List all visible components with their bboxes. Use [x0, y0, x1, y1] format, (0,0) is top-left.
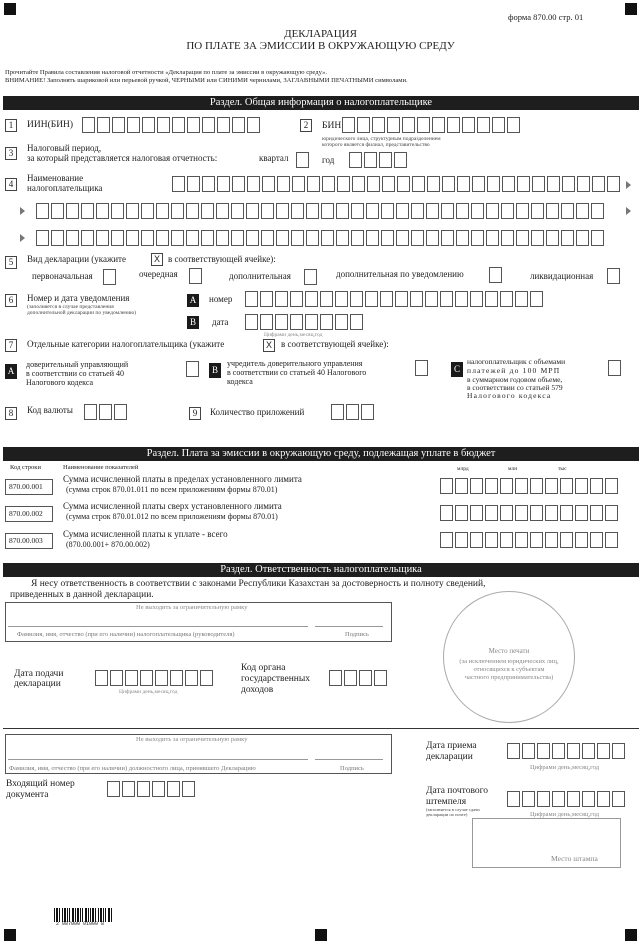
- type-additional-checkbox[interactable]: [304, 269, 317, 285]
- corner-mark-tl: [4, 3, 16, 15]
- incoming-number-label1: Входящий номер: [6, 779, 75, 789]
- seal-place-note2: относящихся к субъектам: [473, 666, 545, 673]
- cat-b-line2: в соответствии со статьей 40 Налогового: [227, 368, 367, 377]
- receipt-date-input[interactable]: [507, 743, 625, 759]
- field5-x-mark: X: [151, 253, 163, 266]
- type-initial-label: первоначальная: [32, 271, 93, 281]
- taxpayer-name-row1[interactable]: [172, 176, 620, 192]
- type-additional-label: дополнительная: [229, 271, 291, 281]
- taxpayer-name-row3[interactable]: [36, 230, 604, 246]
- cat-b-checkbox[interactable]: [415, 360, 428, 376]
- responsibility-text2: приведенных в данной декларации.: [10, 590, 154, 600]
- cat-c-line3: в суммарном годовом объеме,: [467, 375, 563, 384]
- receipt-date-label2: декларации: [426, 752, 473, 762]
- field8-label: Код валюты: [27, 405, 73, 415]
- field9-number: 9: [189, 407, 201, 420]
- field8-number: 8: [5, 407, 17, 420]
- quarter-input[interactable]: [296, 152, 309, 168]
- officer-sign-label: Подпись: [340, 765, 364, 772]
- continue-arrow-left-icon: [20, 234, 25, 242]
- field2-label: БИН: [322, 121, 342, 131]
- type-regular-checkbox[interactable]: [189, 268, 202, 284]
- continue-arrow-right-icon: [626, 207, 631, 215]
- currency-code-input[interactable]: [84, 404, 127, 420]
- quarter-label: квартал: [259, 153, 289, 163]
- corner-mark-bm: [315, 929, 327, 941]
- year-input[interactable]: [349, 152, 407, 168]
- doc-title-line2: ПО ПЛАТЕ ЗА ЭМИССИИ В ОКРУЖАЮЩУЮ СРЕДУ: [186, 40, 455, 52]
- continue-arrow-left-icon: [20, 207, 25, 215]
- row1-name-line2: (сумма строк 870.01.011 по всем приложениям формы 870.01): [66, 485, 278, 494]
- type-regular-label: очередная: [139, 269, 178, 279]
- cat-b-line3: кодекса: [227, 377, 253, 386]
- field4-number: 4: [5, 178, 17, 191]
- row1-code: 870.00.001: [9, 482, 43, 491]
- type-liquidation-checkbox[interactable]: [607, 268, 620, 284]
- officer-fio-line: [8, 759, 308, 760]
- row3-name-line1: Сумма исчисленной платы к уплате - всего: [63, 529, 228, 539]
- row2-amount-input[interactable]: [440, 505, 618, 521]
- field1-number: 1: [5, 119, 17, 132]
- seal-place-note1: (за исключением юридических лиц,: [459, 658, 559, 665]
- field4-label2: налогоплательщика: [27, 183, 103, 193]
- instruction-line2: ВНИМАНИЕ! Заполнять шариковой или перьевой ручкой, ЧЕРНЫМИ или СИНИМИ чернилами, ЗАГЛАВНЫМИ ПЕЧАТНЫМИ символами.: [5, 77, 408, 84]
- field4-label1: Наименование: [27, 173, 84, 183]
- submit-date-label1: Дата подачи: [14, 669, 64, 679]
- cat-c-line4: в соответствии со статьей 579: [467, 383, 563, 392]
- taxpayer-fio-hint: Не выходить за ограничительную рамку: [136, 604, 248, 611]
- receipt-date-label1: Дата приема: [426, 741, 477, 751]
- row2-name-line2: (сумма строк 870.01.012 по всем приложениям формы 870.01): [66, 512, 278, 521]
- officer-fio-label: Фамилия, имя, отчество (при его наличии) должностного лица, принявшего Декларацию: [9, 765, 256, 772]
- stamp-place-box: [472, 818, 621, 868]
- seal-place-title: Место печати: [488, 647, 530, 655]
- taxpayer-sign-line: [315, 626, 383, 627]
- field2-number: 2: [300, 119, 312, 132]
- incoming-number-input[interactable]: [107, 781, 195, 797]
- field6-a-marker: A: [187, 294, 199, 307]
- org-code-label3: доходов: [241, 685, 274, 695]
- cat-a-marker: A: [5, 364, 17, 379]
- taxpayer-sign-label: Подпись: [345, 631, 369, 638]
- row1-name-line1: Сумма исчисленной платы в пределах установленного лимита: [63, 474, 302, 484]
- bin-parent-input[interactable]: [342, 117, 520, 133]
- unit-thousand: тыс: [558, 466, 567, 472]
- field3-number: 3: [5, 147, 17, 160]
- cat-a-line1: доверительный управляющий: [26, 360, 129, 369]
- receipt-date-hint: Цифрами день,месяц,год: [530, 764, 600, 771]
- cat-a-checkbox[interactable]: [186, 361, 199, 377]
- submit-date-label2: декларации: [14, 679, 61, 689]
- postmark-date-label1: Дата почтового: [426, 786, 489, 796]
- field7-label-b: в соответствующей ячейке):: [281, 339, 389, 349]
- cat-c-line5: Налогового кодекса: [467, 391, 552, 400]
- cat-a-line2: в соответствии со статьей 40: [26, 369, 124, 378]
- stamp-place-label: Место штампа: [551, 854, 598, 863]
- field1-label: ИИН(БИН): [27, 120, 74, 130]
- cat-b-marker: B: [209, 363, 221, 378]
- cat-c-line1: налогоплательщик с объемами: [467, 357, 566, 366]
- officer-sign-line: [315, 759, 383, 760]
- responsibility-text1: Я несу ответственность в соответствии с законами Республики Казахстан за достоверность и полноту сведений,: [31, 579, 486, 589]
- continue-arrow-right-icon: [626, 181, 631, 189]
- incoming-number-label2: документа: [6, 790, 49, 800]
- row3-amount-input[interactable]: [440, 532, 618, 548]
- field7-number: 7: [5, 339, 17, 352]
- field3-label2: за который представляется налоговая отчетность:: [27, 153, 218, 163]
- cat-c-line2: платежей до 100 МРП: [467, 366, 561, 375]
- col-name-header: Наименование показателей: [63, 464, 139, 471]
- section4-divider: [3, 728, 639, 729]
- seal-place-note3: частного предпринимательства): [464, 674, 554, 681]
- row1-amount-input[interactable]: [440, 478, 618, 494]
- taxpayer-fio-line: [8, 626, 308, 627]
- section3-title: Раздел. Ответственность налогоплательщика: [3, 563, 639, 577]
- corner-mark-br: [625, 929, 637, 941]
- field2-note2: которого является филиал, представительство: [322, 142, 430, 148]
- field7-x-mark: X: [263, 339, 275, 352]
- field6-note2: дополнительной декларации по уведомлению): [27, 310, 137, 316]
- corner-mark-tr: [625, 3, 637, 15]
- org-code-label2: государственных: [241, 674, 311, 684]
- org-code-label1: Код органа: [241, 663, 286, 673]
- taxpayer-name-row2[interactable]: [36, 203, 604, 219]
- type-liquidation-label: ликвидационная: [530, 271, 594, 281]
- submit-date-input[interactable]: [95, 670, 213, 686]
- section1-title: Раздел. Общая информация о налогоплательщике: [3, 96, 639, 110]
- appendix-count-input[interactable]: [331, 404, 374, 420]
- col-code-header: Код строки: [10, 464, 41, 471]
- postmark-note2: декларации по почте): [426, 812, 468, 817]
- barcode-text: 2 087000 01000 8: [56, 921, 105, 927]
- field5-label-a: Вид декларации (укажите: [27, 254, 126, 264]
- cat-b-line1: учредитель доверительного управления: [227, 359, 363, 368]
- notice-date-label: дата: [212, 317, 229, 327]
- form-id: форма 870.00 стр. 01: [508, 12, 584, 22]
- field6-label: Номер и дата уведомления: [27, 293, 130, 303]
- row3-code: 870.00.003: [9, 536, 43, 545]
- submit-date-hint: Цифрами день,месяц,год: [119, 689, 178, 695]
- year-label: год: [322, 155, 335, 165]
- field6-b-marker: B: [187, 316, 199, 329]
- notice-date-hint: Цифрами день,месяц,год: [264, 332, 323, 338]
- field6-note1: (заполняется в случае представления: [27, 304, 114, 310]
- cat-c-marker: C: [451, 362, 463, 377]
- postmark-date-input[interactable]: [507, 791, 625, 807]
- cat-c-checkbox[interactable]: [608, 360, 621, 376]
- type-notice-label: дополнительная по уведомлению: [336, 269, 464, 279]
- field5-number: 5: [5, 256, 17, 269]
- field5-label-b: в соответствующей ячейке):: [168, 254, 276, 264]
- iin-input[interactable]: [82, 117, 260, 133]
- field3-label1: Налоговый период,: [27, 143, 102, 153]
- unit-billion: млрд: [457, 466, 469, 472]
- seal-place-circle: [443, 591, 575, 723]
- row2-name-line1: Сумма исчисленной платы сверх установленного лимита: [63, 501, 282, 511]
- instruction-line1: Прочитайте Правила составления налоговой отчетности «Декларация по плате за эмиссии в окружающую среду».: [5, 69, 328, 76]
- field9-label: Количество приложений: [210, 407, 305, 417]
- postmark-date-hint: Цифрами день,месяц,год: [530, 811, 600, 818]
- notice-number-input[interactable]: [245, 291, 543, 307]
- postmark-note1: (заполняется в случае сдачи: [426, 807, 480, 812]
- notice-date-input[interactable]: [245, 314, 363, 330]
- row2-code: 870.00.002: [9, 509, 43, 518]
- cat-a-line3: Налогового кодекса: [26, 378, 94, 387]
- row3-name-line2: (870.00.001+ 870.00.002): [66, 540, 150, 549]
- corner-mark-bl: [4, 929, 16, 941]
- field2-note1: юридического лица, структурным подразделением: [322, 136, 441, 142]
- officer-fio-hint: Не выходить за ограничительную рамку: [136, 736, 248, 743]
- org-code-input[interactable]: [329, 670, 387, 686]
- type-notice-checkbox[interactable]: [489, 267, 502, 283]
- taxpayer-fio-label: Фамилия, имя, отчество (при его наличии) налогоплательщика (руководителя): [17, 631, 235, 638]
- postmark-date-label2: штемпеля: [426, 797, 467, 807]
- notice-number-label: номер: [209, 294, 233, 304]
- section2-title: Раздел. Плата за эмиссии в окружающую среду, подлежащая уплате в бюджет: [3, 447, 639, 461]
- field6-number: 6: [5, 294, 17, 307]
- type-initial-checkbox[interactable]: [103, 269, 116, 285]
- unit-million: млн: [508, 466, 518, 472]
- field7-label-a: Отдельные категории налогоплательщика (укажите: [27, 339, 225, 349]
- doc-title-line1: ДЕКЛАРАЦИЯ: [284, 28, 357, 40]
